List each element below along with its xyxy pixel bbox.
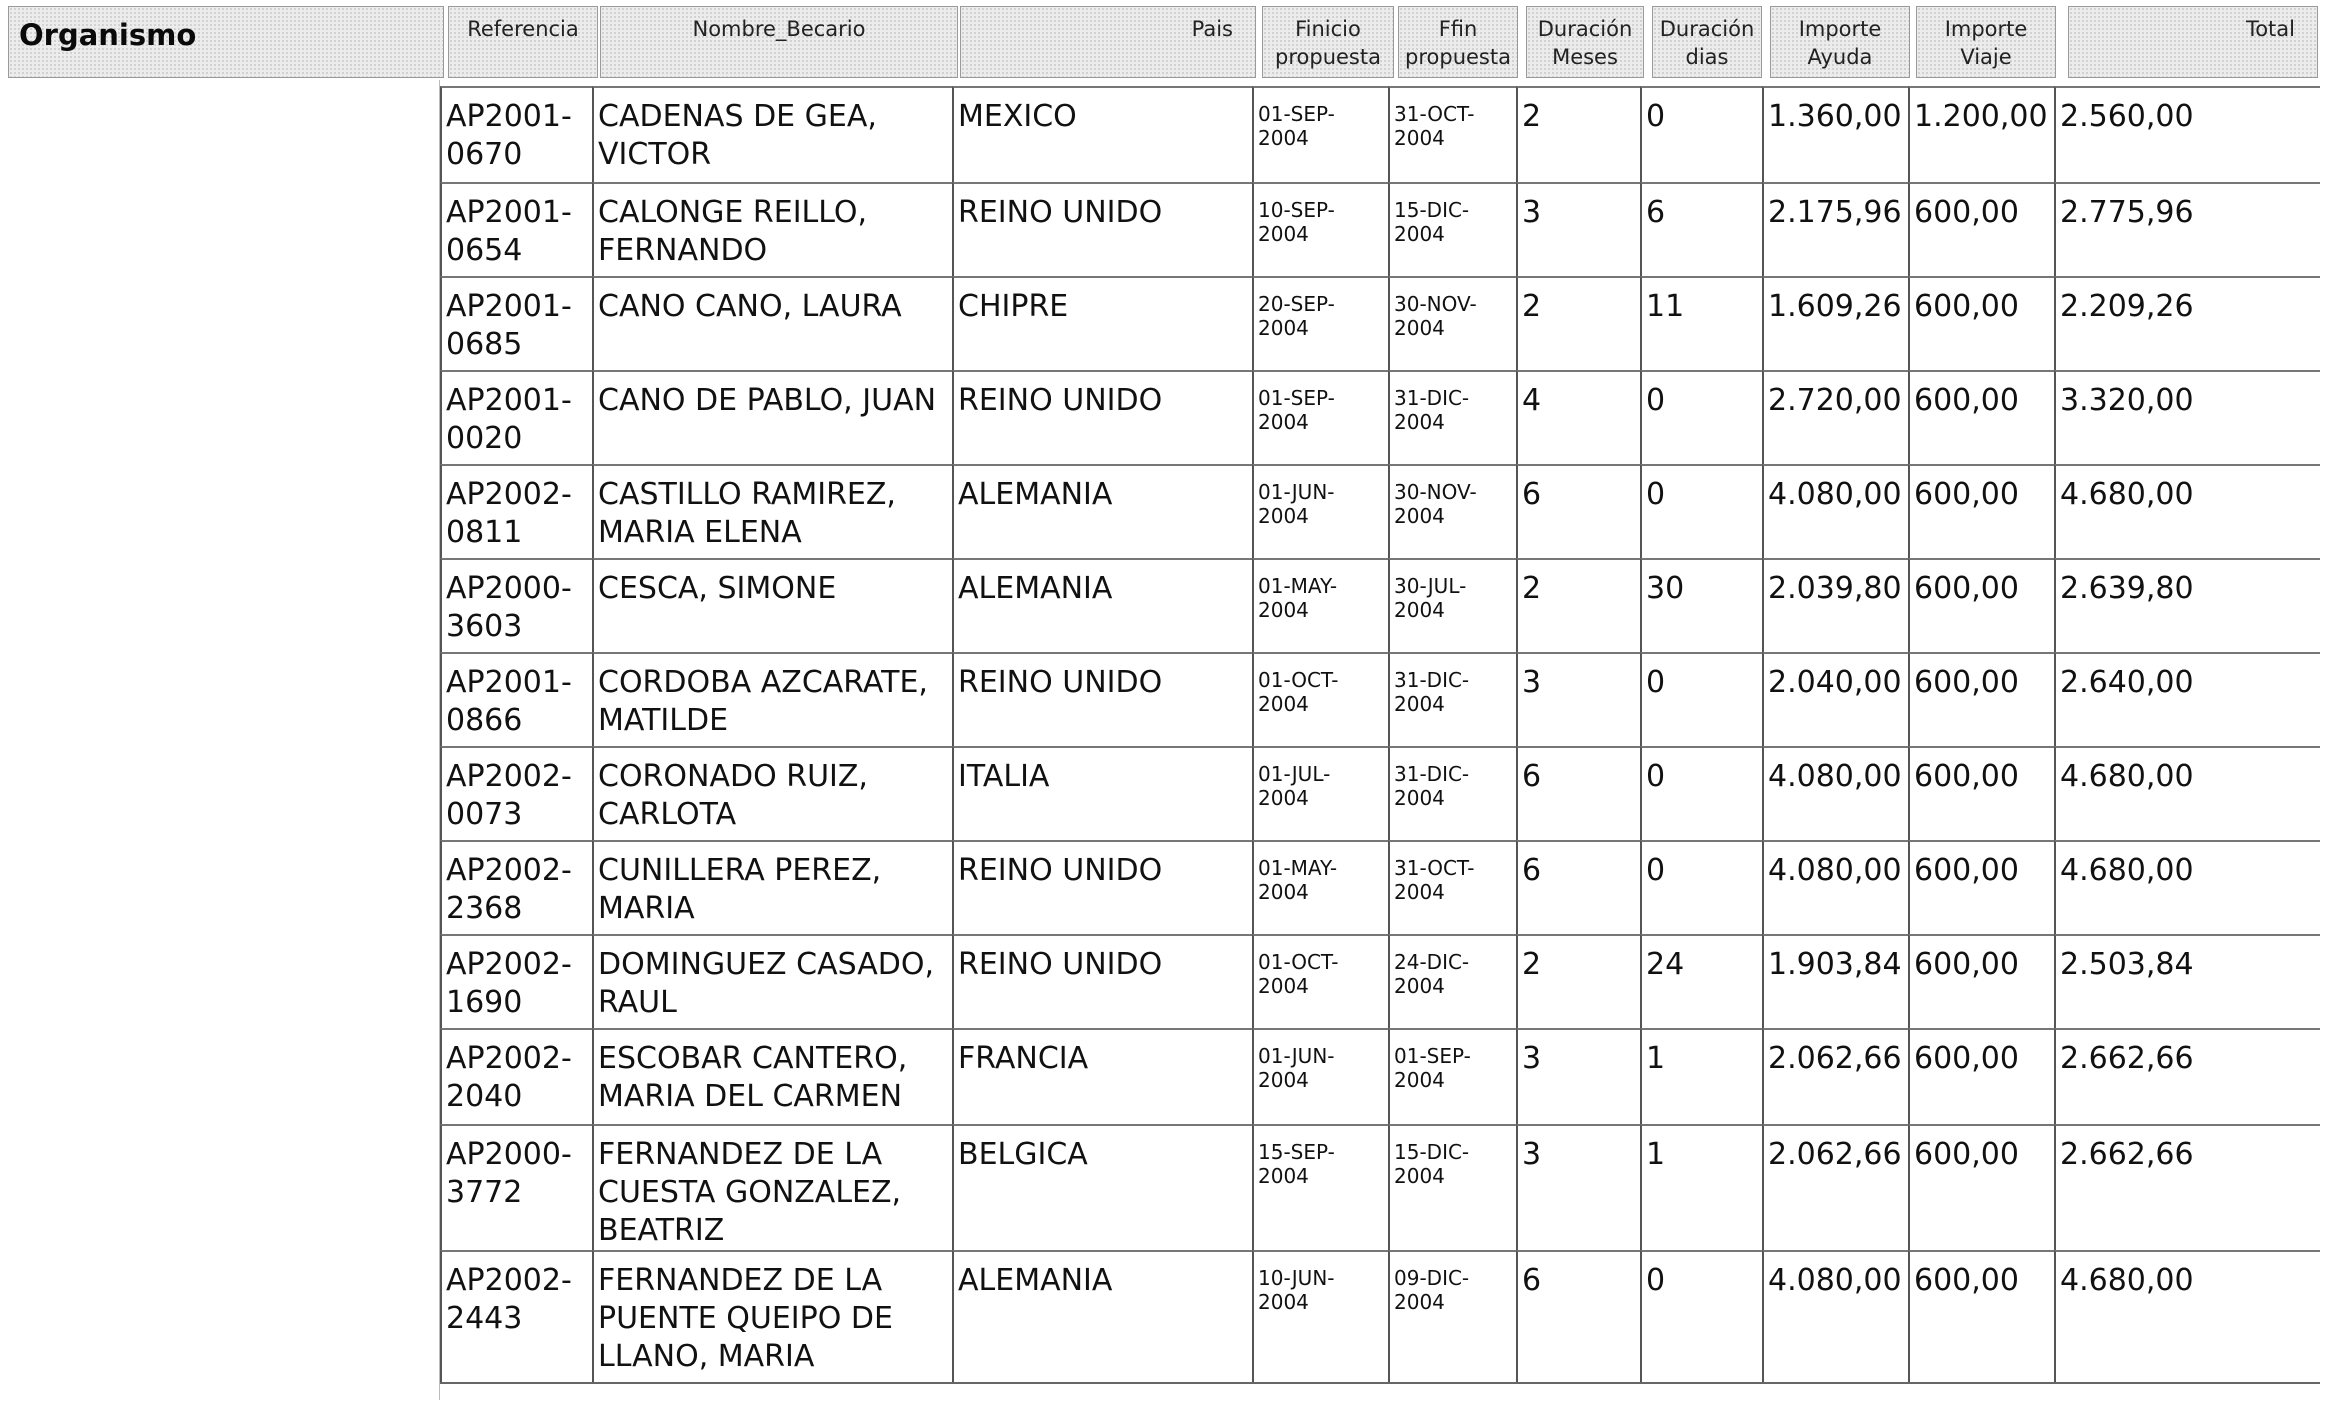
cell-ayuda: 2.062,66	[1762, 1124, 1908, 1250]
cell-total: 2.662,66	[2054, 1028, 2320, 1124]
cell-total: 2.503,84	[2054, 934, 2320, 1028]
cell-finicio: 01-JUN- 2004	[1252, 464, 1388, 558]
cell-meses: 6	[1516, 840, 1640, 934]
cell-finicio: 01-SEP- 2004	[1252, 86, 1388, 182]
cell-dias: 0	[1640, 1250, 1762, 1382]
cell-total: 2.775,96	[2054, 182, 2320, 276]
cell-total: 4.680,00	[2054, 840, 2320, 934]
cell-viaje: 600,00	[1908, 182, 2054, 276]
cell-total: 4.680,00	[2054, 1250, 2320, 1382]
cell-nombre: CORONADO RUIZ, CARLOTA	[592, 746, 952, 840]
cell-ref: AP2001- 0654	[440, 182, 592, 276]
header-ffin: Ffin propuesta	[1398, 6, 1518, 78]
cell-viaje: 600,00	[1908, 276, 2054, 370]
cell-ffin: 01-SEP- 2004	[1388, 1028, 1516, 1124]
cell-viaje: 600,00	[1908, 558, 2054, 652]
cell-total: 2.560,00	[2054, 86, 2320, 182]
cell-ayuda: 2.720,00	[1762, 370, 1908, 464]
cell-ffin: 15-DIC- 2004	[1388, 182, 1516, 276]
cell-ffin: 31-OCT- 2004	[1388, 840, 1516, 934]
cell-dias: 1	[1640, 1124, 1762, 1250]
cell-dias: 6	[1640, 182, 1762, 276]
cell-meses: 3	[1516, 182, 1640, 276]
cell-viaje: 600,00	[1908, 746, 2054, 840]
cell-ayuda: 4.080,00	[1762, 464, 1908, 558]
table-row	[440, 746, 2320, 840]
cell-ffin: 31-DIC- 2004	[1388, 746, 1516, 840]
cell-ayuda: 1.903,84	[1762, 934, 1908, 1028]
cell-pais: REINO UNIDO	[952, 840, 1252, 934]
cell-viaje: 600,00	[1908, 934, 2054, 1028]
header-total: Total	[2068, 6, 2318, 78]
cell-meses: 2	[1516, 558, 1640, 652]
cell-meses: 6	[1516, 464, 1640, 558]
table-row	[440, 464, 2320, 558]
cell-ffin: 30-JUL- 2004	[1388, 558, 1516, 652]
cell-ayuda: 1.360,00	[1762, 86, 1908, 182]
cell-ayuda: 2.175,96	[1762, 182, 1908, 276]
cell-pais: ALEMANIA	[952, 558, 1252, 652]
cell-pais: ALEMANIA	[952, 464, 1252, 558]
cell-ayuda: 1.609,26	[1762, 276, 1908, 370]
cell-meses: 3	[1516, 652, 1640, 746]
header-imp-ayuda: Importe Ayuda	[1770, 6, 1910, 78]
cell-meses: 2	[1516, 86, 1640, 182]
cell-viaje: 600,00	[1908, 652, 2054, 746]
cell-ffin: 15-DIC- 2004	[1388, 1124, 1516, 1250]
cell-dias: 30	[1640, 558, 1762, 652]
cell-total: 2.662,66	[2054, 1124, 2320, 1250]
cell-meses: 2	[1516, 934, 1640, 1028]
cell-finicio: 01-MAY- 2004	[1252, 840, 1388, 934]
cell-pais: REINO UNIDO	[952, 652, 1252, 746]
cell-nombre: CUNILLERA PEREZ, MARIA	[592, 840, 952, 934]
cell-ffin: 30-NOV- 2004	[1388, 276, 1516, 370]
cell-viaje: 600,00	[1908, 840, 2054, 934]
cell-pais: REINO UNIDO	[952, 182, 1252, 276]
cell-finicio: 01-MAY- 2004	[1252, 558, 1388, 652]
cell-total: 2.209,26	[2054, 276, 2320, 370]
cell-nombre: FERNANDEZ DE LA PUENTE QUEIPO DE LLANO, MARIA	[592, 1250, 952, 1382]
cell-finicio: 01-OCT- 2004	[1252, 934, 1388, 1028]
cell-dias: 0	[1640, 464, 1762, 558]
cell-finicio: 10-JUN- 2004	[1252, 1250, 1388, 1382]
cell-dias: 0	[1640, 746, 1762, 840]
cell-finicio: 20-SEP- 2004	[1252, 276, 1388, 370]
table-row	[440, 1250, 2320, 1382]
cell-ffin: 09-DIC- 2004	[1388, 1250, 1516, 1382]
cell-ref: AP2000- 3772	[440, 1124, 592, 1250]
header-organismo: Organismo	[8, 6, 444, 78]
cell-meses: 6	[1516, 746, 1640, 840]
table-row	[440, 276, 2320, 370]
cell-dias: 11	[1640, 276, 1762, 370]
cell-ref: AP2000- 3603	[440, 558, 592, 652]
table-row	[440, 370, 2320, 464]
cell-dias: 0	[1640, 86, 1762, 182]
cell-nombre: CASTILLO RAMIREZ, MARIA ELENA	[592, 464, 952, 558]
table-row	[440, 86, 2320, 182]
cell-total: 4.680,00	[2054, 746, 2320, 840]
cell-ffin: 24-DIC- 2004	[1388, 934, 1516, 1028]
cell-ref: AP2001- 0020	[440, 370, 592, 464]
cell-viaje: 600,00	[1908, 1028, 2054, 1124]
table-row	[440, 1028, 2320, 1124]
cell-ref: AP2002- 2040	[440, 1028, 592, 1124]
cell-ref: AP2001- 0670	[440, 86, 592, 182]
cell-ref: AP2002- 2368	[440, 840, 592, 934]
table-row	[440, 934, 2320, 1028]
cell-total: 2.639,80	[2054, 558, 2320, 652]
cell-nombre: FERNANDEZ DE LA CUESTA GONZALEZ, BEATRIZ	[592, 1124, 952, 1250]
cell-finicio: 01-OCT- 2004	[1252, 652, 1388, 746]
cell-nombre: CESCA, SIMONE	[592, 558, 952, 652]
cell-meses: 2	[1516, 276, 1640, 370]
cell-pais: ITALIA	[952, 746, 1252, 840]
table-row	[440, 652, 2320, 746]
cell-viaje: 1.200,00	[1908, 86, 2054, 182]
cell-ref: AP2001- 0866	[440, 652, 592, 746]
cell-ffin: 31-DIC- 2004	[1388, 370, 1516, 464]
table-bottom-border	[440, 1382, 2320, 1384]
table-row	[440, 840, 2320, 934]
cell-viaje: 600,00	[1908, 464, 2054, 558]
organismo-column	[0, 80, 440, 1400]
header-dur-dias: Duración dias	[1652, 6, 1762, 78]
cell-finicio: 01-JUN- 2004	[1252, 1028, 1388, 1124]
cell-dias: 24	[1640, 934, 1762, 1028]
cell-dias: 1	[1640, 1028, 1762, 1124]
cell-ref: AP2002- 1690	[440, 934, 592, 1028]
cell-ref: AP2001- 0685	[440, 276, 592, 370]
cell-viaje: 600,00	[1908, 1250, 2054, 1382]
cell-nombre: CANO DE PABLO, JUAN	[592, 370, 952, 464]
cell-nombre: CALONGE REILLO, FERNANDO	[592, 182, 952, 276]
cell-finicio: 10-SEP- 2004	[1252, 182, 1388, 276]
cell-ref: AP2002- 0073	[440, 746, 592, 840]
cell-pais: FRANCIA	[952, 1028, 1252, 1124]
cell-total: 3.320,00	[2054, 370, 2320, 464]
cell-pais: ALEMANIA	[952, 1250, 1252, 1382]
cell-viaje: 600,00	[1908, 1124, 2054, 1250]
cell-dias: 0	[1640, 370, 1762, 464]
cell-finicio: 01-SEP- 2004	[1252, 370, 1388, 464]
cell-ayuda: 2.062,66	[1762, 1028, 1908, 1124]
cell-meses: 6	[1516, 1250, 1640, 1382]
cell-ffin: 31-OCT- 2004	[1388, 86, 1516, 182]
cell-meses: 3	[1516, 1028, 1640, 1124]
table-row	[440, 182, 2320, 276]
cell-viaje: 600,00	[1908, 370, 2054, 464]
cell-dias: 0	[1640, 652, 1762, 746]
header-pais: Pais	[960, 6, 1256, 78]
table-row	[440, 558, 2320, 652]
cell-pais: BELGICA	[952, 1124, 1252, 1250]
cell-ayuda: 4.080,00	[1762, 840, 1908, 934]
cell-nombre: CANO CANO, LAURA	[592, 276, 952, 370]
cell-nombre: CADENAS DE GEA, VICTOR	[592, 86, 952, 182]
cell-ref: AP2002- 2443	[440, 1250, 592, 1382]
cell-ayuda: 2.039,80	[1762, 558, 1908, 652]
cell-dias: 0	[1640, 840, 1762, 934]
cell-ayuda: 4.080,00	[1762, 1250, 1908, 1382]
cell-meses: 3	[1516, 1124, 1640, 1250]
cell-pais: MEXICO	[952, 86, 1252, 182]
cell-ref: AP2002- 0811	[440, 464, 592, 558]
cell-ffin: 30-NOV- 2004	[1388, 464, 1516, 558]
cell-ayuda: 4.080,00	[1762, 746, 1908, 840]
cell-total: 2.640,00	[2054, 652, 2320, 746]
cell-meses: 4	[1516, 370, 1640, 464]
cell-nombre: ESCOBAR CANTERO, MARIA DEL CARMEN	[592, 1028, 952, 1124]
cell-finicio: 15-SEP- 2004	[1252, 1124, 1388, 1250]
cell-pais: REINO UNIDO	[952, 370, 1252, 464]
cell-pais: CHIPRE	[952, 276, 1252, 370]
cell-ayuda: 2.040,00	[1762, 652, 1908, 746]
table-row	[440, 1124, 2320, 1250]
cell-pais: REINO UNIDO	[952, 934, 1252, 1028]
header-nombre: Nombre_Becario	[600, 6, 958, 78]
header-finicio: Finicio propuesta	[1262, 6, 1394, 78]
cell-total: 4.680,00	[2054, 464, 2320, 558]
cell-finicio: 01-JUL- 2004	[1252, 746, 1388, 840]
cell-ffin: 31-DIC- 2004	[1388, 652, 1516, 746]
header-dur-meses: Duración Meses	[1526, 6, 1644, 78]
cell-nombre: DOMINGUEZ CASADO, RAUL	[592, 934, 952, 1028]
cell-nombre: CORDOBA AZCARATE, MATILDE	[592, 652, 952, 746]
header-referencia: Referencia	[448, 6, 598, 78]
header-imp-viaje: Importe Viaje	[1916, 6, 2056, 78]
